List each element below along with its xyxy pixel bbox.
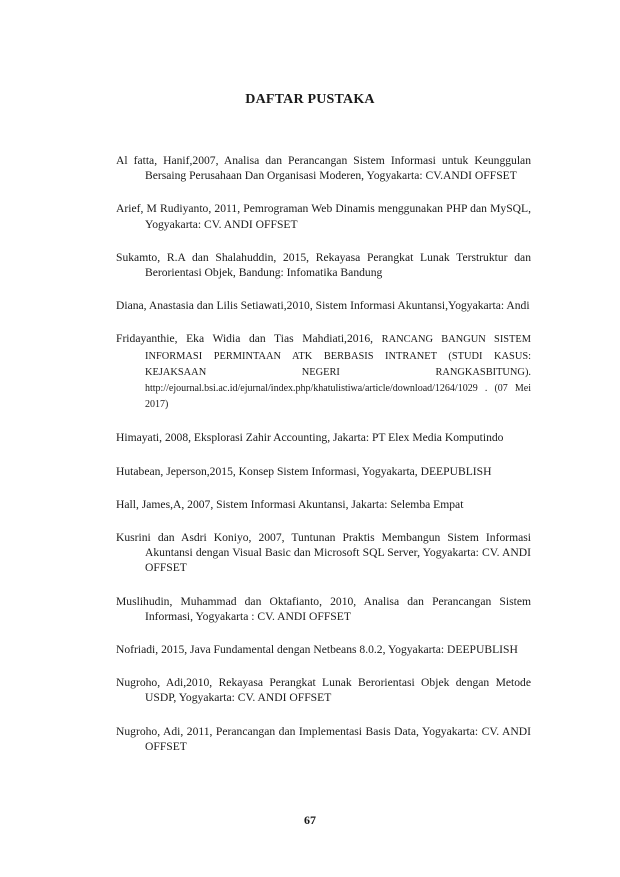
reference-title: RANCANG BANGUN SISTEM INFORMASI PERMINTAAN ATK BERBASIS INTRANET (STUDI KASUS: KEJAKSAAN NEGERI RANGKASBITUNG).	[145, 334, 531, 378]
reference-item: Kusrini dan Asdri Koniyo, 2007, Tuntunan Praktis Membangun Sistem Informasi Akuntansi dengan Visual Basic dan Microsoft SQL Server, Yogyakarta: CV. ANDI OFFSET	[116, 531, 531, 575]
reference-item: Nugroho, Adi,2010, Rekayasa Perangkat Lunak Berorientasi Objek dengan Metode USDP, Yogyakarta: CV. ANDI OFFSET	[116, 676, 531, 705]
reference-item: Nugroho, Adi, 2011, Perancangan dan Implementasi Basis Data, Yogyakarta: CV. ANDI OFFSET	[116, 724, 531, 753]
reference-authors: Fridayanthie, Eka Widia dan Tias Mahdiati,2016,	[116, 332, 374, 346]
reference-item: Al fatta, Hanif,2007, Analisa dan Perancangan Sistem Informasi untuk Keunggulan Bersaing Perusahaan Dan Organisasi Moderen, Yogyakarta: CV.ANDI OFFSET	[116, 154, 531, 183]
reference-item	[116, 331, 531, 412]
reference-item: Sukamto, R.A dan Shalahuddin, 2015, Rekayasa Perangkat Lunak Terstruktur dan Berorientasi Objek, Bandung: Infomatika Bandung	[116, 250, 531, 280]
reference-item: Hall, James,A, 2007, Sistem Informasi Akuntansi, Jakarta: Selemba Empat	[116, 497, 464, 511]
reference-item: Nofriadi, 2015, Java Fundamental dengan Netbeans 8.0.2, Yogyakarta: DEEPUBLISH	[116, 643, 518, 657]
reference-list	[116, 153, 531, 772]
reference-link: http://ejournal.bsi.ac.id/ejurnal/index.php/khatulistiwa/article/download/1264/1029 . (07 Mei 2017)	[145, 383, 531, 411]
page-number: 67	[304, 813, 316, 827]
reference-item: Diana, Anastasia dan Lilis Setiawati,2010, Sistem Informasi Akuntansi,Yogyakarta: Andi	[116, 299, 530, 313]
reference-item: Hutabean, Jeperson,2015, Konsep Sistem Informasi, Yogyakarta, DEEPUBLISH	[116, 464, 492, 478]
reference-item: Muslihudin, Muhammad dan Oktafianto, 2010, Analisa dan Perancangan Sistem Informasi, Yogyakarta : CV. ANDI OFFSET	[116, 594, 531, 623]
reference-item: Himayati, 2008, Eksplorasi Zahir Accounting, Jakarta: PT Elex Media Komputindo	[116, 431, 504, 445]
page-title: DAFTAR PUSTAKA	[245, 92, 375, 107]
reference-item: Arief, M Rudiyanto, 2011, Pemrograman Web Dinamis menggunakan PHP dan MySQL, Yogyakarta: CV. ANDI OFFSET	[116, 202, 531, 231]
